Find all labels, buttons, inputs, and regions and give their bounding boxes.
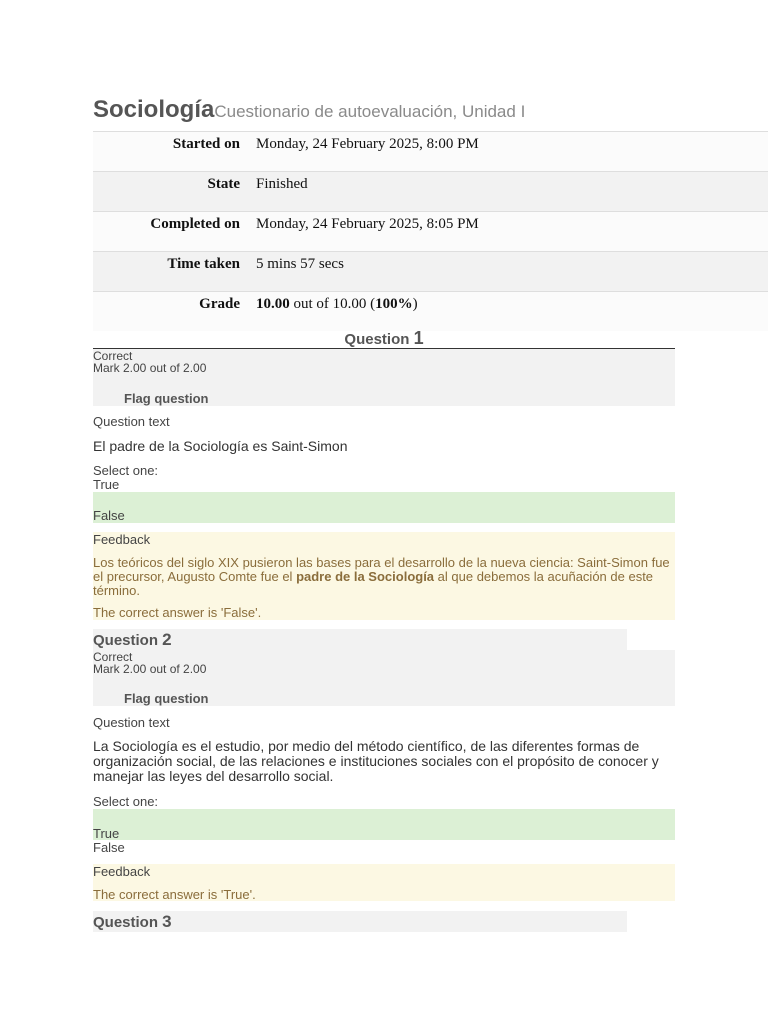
question-2-mark: Mark 2.00 out of 2.00 (93, 662, 207, 676)
time-label: Time taken (167, 256, 240, 272)
grade-percent: 100% (375, 296, 413, 312)
question-1-title: Question 1 (344, 328, 424, 348)
question-1-correct-answer: The correct answer is 'False'. (93, 605, 262, 620)
summary-row-started (93, 131, 768, 171)
question-2-text-label: Question text (93, 715, 170, 730)
question-1-feedback (93, 532, 675, 620)
grade-label: Grade (199, 296, 240, 312)
summary-row-time (93, 251, 768, 291)
started-label: Started on (172, 136, 240, 152)
question-2-header (93, 629, 627, 650)
question-3-header (93, 911, 627, 932)
question-2-correct-answer: The correct answer is 'True'. (93, 887, 256, 902)
question-1-option-false[interactable]: False (93, 508, 125, 523)
grade-end: ) (412, 296, 418, 312)
question-1-correct-option[interactable] (93, 492, 675, 523)
state-value: Finished (256, 176, 308, 192)
question-1-status: Correct (93, 349, 133, 363)
started-value: Monday, 24 February 2025, 8:00 PM (256, 136, 479, 152)
question-1-number: 1 (413, 328, 424, 348)
question-2-flag-button[interactable]: Flag question (124, 691, 209, 706)
quiz-title: Cuestionario de autoevaluación, Unidad I (214, 102, 526, 121)
completed-value: Monday, 24 February 2025, 8:05 PM (256, 216, 479, 232)
question-2-title: Question 2 (93, 630, 172, 649)
question-2-option-true[interactable]: True (93, 826, 120, 841)
state-label: State (207, 176, 240, 192)
question-1-text-label: Question text (93, 414, 170, 429)
question-1-select-label: Select one: (93, 463, 159, 478)
question-1-feedback-bold: padre de la Sociología (296, 569, 435, 584)
question-2-correct-option[interactable] (93, 809, 675, 840)
question-2-option-false[interactable]: False (93, 840, 125, 855)
question-1-mark: Mark 2.00 out of 2.00 (93, 361, 207, 375)
question-1-info (93, 349, 675, 406)
question-2-feedback-label: Feedback (93, 864, 151, 879)
question-1-option-true[interactable]: True (93, 477, 120, 492)
question-1-text: El padre de la Sociología es Saint-Simon (93, 438, 348, 454)
grade-mid: out of 10.00 ( (289, 296, 376, 312)
question-3-title: Question 3 (93, 912, 172, 931)
completed-label: Completed on (150, 216, 240, 232)
question-2-status: Correct (93, 650, 133, 664)
summary-row-completed (93, 211, 768, 251)
question-1-feedback-label: Feedback (93, 532, 151, 547)
question-3-number: 3 (162, 912, 172, 931)
question-2-feedback (93, 864, 675, 901)
time-value: 5 mins 57 secs (256, 256, 344, 272)
page-header (93, 96, 525, 124)
summary-row-grade (93, 291, 768, 331)
question-1-flag-button[interactable]: Flag question (124, 391, 209, 406)
question-2-number: 2 (162, 630, 172, 649)
question-2-select-label: Select one: (93, 794, 159, 809)
grade-value (240, 292, 418, 331)
question-1-feedback-text: Los teóricos del siglo XIX pusieron las bases para el desarrollo de la nueva ciencia: Saint-Simon fue el precursor, Augusto Comte fue el padre de la Sociología al que debemos la acuñación de este término. (93, 555, 670, 598)
attempt-summary-table (93, 131, 768, 331)
grade-score: 10.00 (256, 296, 290, 312)
course-title: Sociología (93, 96, 215, 123)
summary-row-state (93, 171, 768, 211)
question-2-text: La Sociología es el estudio, por medio del método científico, de las diferentes formas de organización social, de las relaciones e instituciones sociales con el propósito de conocer y manejar las leyes del desarrollo social. (93, 738, 659, 784)
question-2-info (93, 650, 675, 706)
